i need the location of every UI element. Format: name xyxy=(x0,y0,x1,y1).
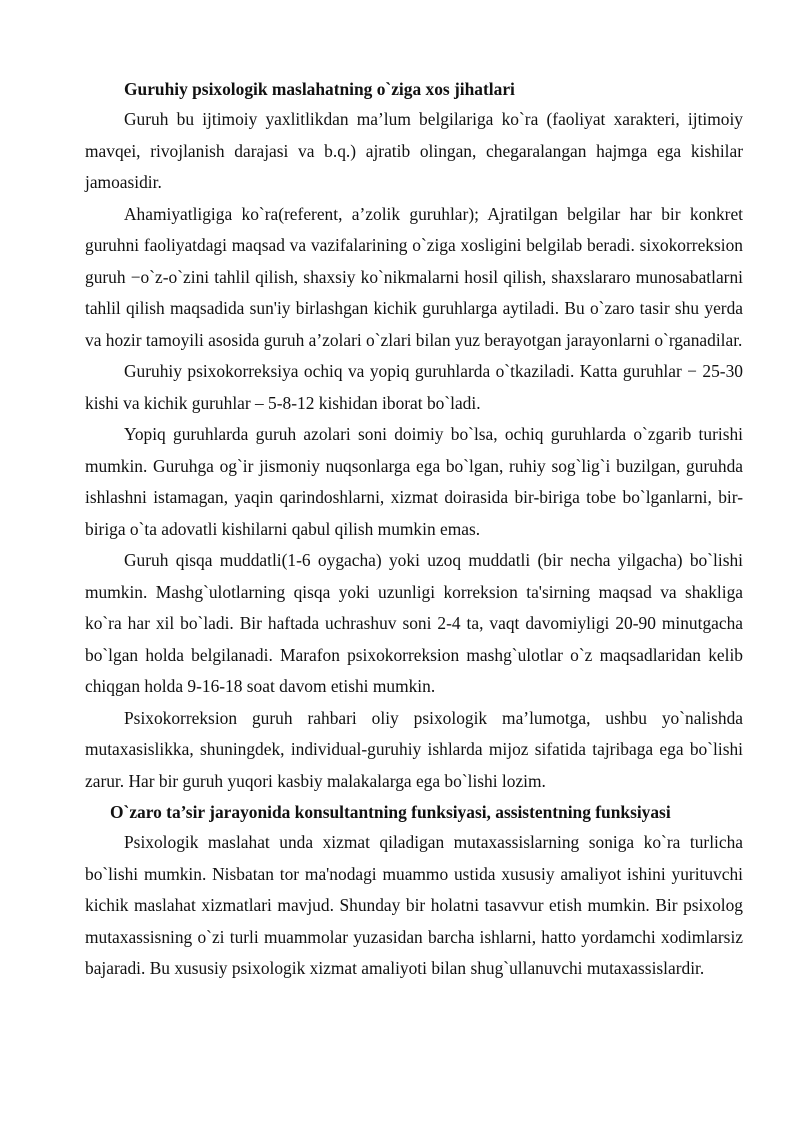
paragraph-psychological-counseling: Psixologik maslahat unda xizmat qiladigan mutaxassislarning soniga ko`ra turlicha bo`lishi mumkin. Nisbatan tor ma'nodagi muammo ustida xususiy amaliyot ishini yurituvchi kichik maslahat xizmatlari mavjud. Shunday bir holatni tasavvur etish mumkin. Bir psixolog mutaxassisning o`zi turli muammolar yuzasidan barcha ishlarni, hatto yordamchi xodimlarsiz bajaradi. Bu xususiy psixologik xizmat amaliyoti bilan shug`ullanuvchi mutaxassislardir. xyxy=(85,832,743,978)
paragraph-group-leader: Psixokorreksion guruh rahbari oliy psixologik ma’lumotga, ushbu yo`nalishda mutaxasislikka, shuningdek, individual-guruhiy ishlarda mijoz sifatida tajribaga ega bo`lishi zarur. Har bir guruh yuqori kasbiy malakalarga ega bo`lishi lozim. xyxy=(85,707,743,791)
paragraph-group-members: Yopiq guruhlarda guruh azolari soni doimiy bo`lsa, ochiq guruhlarda o`zgarib turishi mumkin. Guruhga og`ir jismoniy nuqsonlarga ega bo`lgan, ruhiy sog`lig`i buzilgan, guruhda ishlashni istamagan, yaqin qarindoshlarni, xizmat doirasida bir-biriga tobe bo`lganlarni, bir-biriga o`ta adovatli kishilarni qabul qilish mumkin emas. xyxy=(85,424,743,539)
section-heading-group-counseling: Guruhiy psixologik maslahatning o`ziga xos jihatlari xyxy=(124,79,515,99)
paragraph-group-definition: Guruh bu ijtimoiy yaxlitlikdan ma’lum belgilariga ko`ra (faoliyat xarakteri, ijtimoiy mavqei, rivojlanish darajasi va b.q.) ajratib olingan, chegaralangan hajmga ega kishilar jamoasidir. xyxy=(85,109,743,192)
paragraph-group-duration: Guruh qisqa muddatli(1-6 oygacha) yoki uzoq muddatli (bir necha yilgacha) bo`lishi mumkin. Mashg`ulotlarning qisqa yoki uzunligi korreksion ta'sirning maqsad va shakliga ko`ra har xil bo`ladi. Bir haftada uchrashuv soni 2-4 ta, vaqt davomiyligi 20-90 minutgacha bo`lgan holda belgilanadi. Marafon psixokorreksion mashg`ulotlar o`z maqsadlaridan kelib chiqgan holda 9-16-18 soat davom etishi mumkin. xyxy=(85,550,743,696)
paragraph-significance: Ahamiyatligiga ko`ra(referent, a’zolik guruhlar); Ajratilgan belgilar har bir konkret guruhni faoliyatdagi maqsad va vazifalarining o`ziga xosligini belgilab beradi. sixokorreksion guruh −o`z-o`zini tahlil qilish, shaxsiy ko`nikmalarni hosil qilish, shaxslararo munosabatlarni tahlil qilish maqsadida sun'iy birlashgan kichik guruhlarga aytiladi. Bu o`zaro tasir shu yerda va hozir tamoyili asosida guruh a’zolari o`zlari bilan yuz berayotgan jarayonlarni o`rganadilar. xyxy=(85,203,743,350)
section-heading-consultant-function: O`zaro ta’sir jarayonida konsultantning funksiyasi, assistentning funksiyasi xyxy=(110,802,671,822)
paragraph-open-closed-groups: Guruhiy psixokorreksiya ochiq va yopiq guruhlarda o`tkaziladi. Katta guruhlar − 25-30 kishi va kichik guruhlar – 5-8-12 kishidan iborat bo`ladi. xyxy=(85,361,743,413)
